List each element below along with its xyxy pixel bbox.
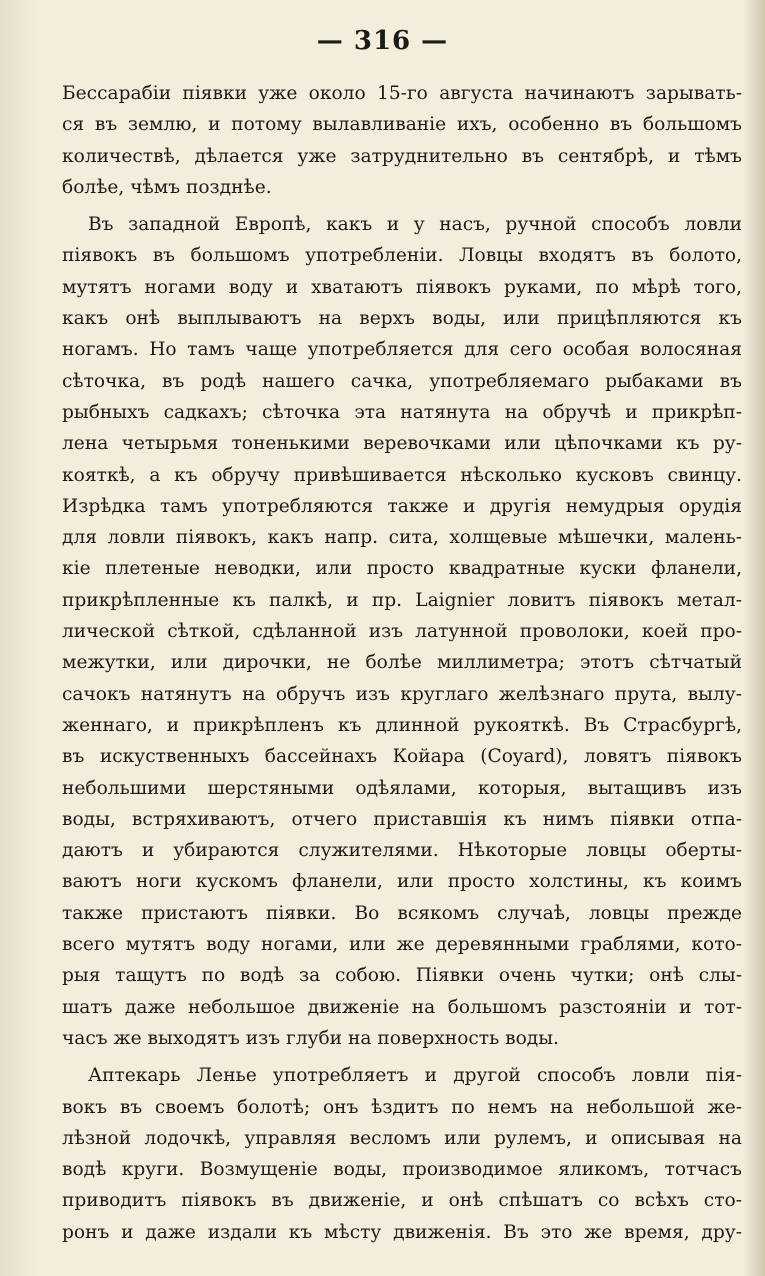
text-line: Изрѣдка тамъ употребляются также и другія немудрыя орудія <box>62 495 742 517</box>
text-line: болѣе, чѣмъ позднѣе. <box>62 176 272 198</box>
paragraph-2 <box>62 209 742 1054</box>
text-line: ваютъ ноги кускомъ фланели, или просто холстины, къ коимъ <box>62 871 742 893</box>
text-line: Бессарабіи піявки уже около 15-го августа начинаютъ зарывать- <box>62 83 742 104</box>
text-line: сачокъ натянутъ на обручъ изъ круглаго желѣзнаго прута, вылу- <box>62 683 742 705</box>
text-line: вокъ въ своемъ болотѣ; онъ ѣздитъ по немъ на небольшой же- <box>62 1096 742 1118</box>
text-line: мутятъ ногами воду и хватаютъ піявокъ руками, по мѣрѣ того, <box>62 276 742 298</box>
text-line: количествѣ, дѣлается уже затруднительно въ сентябрѣ, и тѣмъ <box>62 145 742 167</box>
paragraph-3 <box>62 1060 742 1248</box>
text-line: шатъ даже небольшое движеніе на большомъ разстояніи и тот- <box>62 996 742 1018</box>
text-line: какъ онѣ выплываютъ на верхъ воды, или прицѣпляются къ <box>62 308 742 330</box>
text-line: водѣ круги. Возмущеніе воды, производимое яликомъ, тотчасъ <box>62 1159 742 1181</box>
text-line: всего мутятъ воду ногами, или же деревянными граблями, кото- <box>62 934 742 956</box>
text-line: женнаго, и прикрѣпленъ къ длинной рукояткѣ. Въ Страсбургѣ, <box>62 714 742 736</box>
text-line: піявокъ въ большомъ употребленіи. Ловцы входятъ въ болото, <box>62 245 742 267</box>
text-line: кояткѣ, а къ обручу привѣшивается нѣсколько кусковъ свинцу. <box>62 464 742 486</box>
text-line: лической сѣткой, сдѣланной изъ латунной проволоки, коей про- <box>62 621 742 643</box>
text-line: сѣточка, въ родѣ нашего сачка, употребляемаго рыбаками въ <box>62 370 742 392</box>
text-line: Аптекарь Ленье употребляетъ и другой способъ ловли пія- <box>88 1065 742 1087</box>
text-line: рыя тащутъ по водѣ за собою. Піявки очень чутки; онѣ слы- <box>62 965 742 987</box>
text-line: рыбныхъ садкахъ; сѣточка эта натянута на обручѣ и прикрѣп- <box>62 401 742 423</box>
text-line: лена четырьмя тоненькими веревочками или цѣпочками къ ру- <box>62 433 742 455</box>
text-line: ногамъ. Но тамъ чаще употребляется для сего особая волосяная <box>62 339 742 361</box>
paragraph-1 <box>62 78 742 203</box>
text-line: даютъ и убираются служителями. Нѣкоторые ловцы оберты- <box>62 840 742 862</box>
text-line: въ искуственныхъ бассейнахъ Койара (Coyard), ловятъ піявокъ <box>62 746 742 768</box>
text-line: приводитъ піявокъ въ движеніе, и онѣ спѣшатъ со всѣхъ сто- <box>62 1190 742 1212</box>
text-line: небольшими шерстяными одѣялами, которыя, вытащивъ изъ <box>62 777 742 799</box>
text-line: воды, встряхиваютъ, отчего приставшія къ нимъ піявки отпа- <box>62 808 742 830</box>
page-number: — 316 — <box>316 26 449 56</box>
text-line: часъ же выходятъ изъ глуби на поверхность воды. <box>62 1027 559 1049</box>
body-text <box>62 78 742 1248</box>
text-line: ронъ и даже издали къ мѣсту движенія. Въ это же время, дру- <box>62 1221 742 1243</box>
text-line: ся въ землю, и потому вылавливаніе ихъ, особенно въ большомъ <box>62 114 742 136</box>
text-line: Въ западной Европѣ, какъ и у насъ, ручной способъ ловли <box>88 214 742 236</box>
text-line: кіе плетеные неводки, или просто квадратные куски фланели, <box>62 558 742 580</box>
text-line: для ловли піявокъ, какъ напр. сита, холщевые мѣшечки, малень- <box>62 527 742 549</box>
text-line: прикрѣпленные къ палкѣ, и пр. Laignier ловитъ піявокъ метал- <box>62 589 742 611</box>
text-line: лѣзной лодочкѣ, управляя весломъ или рулемъ, и описывая на <box>62 1127 742 1149</box>
text-line: межутки, или дирочки, не болѣе миллиметра; этотъ сѣтчатый <box>62 652 742 674</box>
text-line: также пристаютъ піявки. Во всякомъ случаѣ, ловцы прежде <box>62 902 742 924</box>
